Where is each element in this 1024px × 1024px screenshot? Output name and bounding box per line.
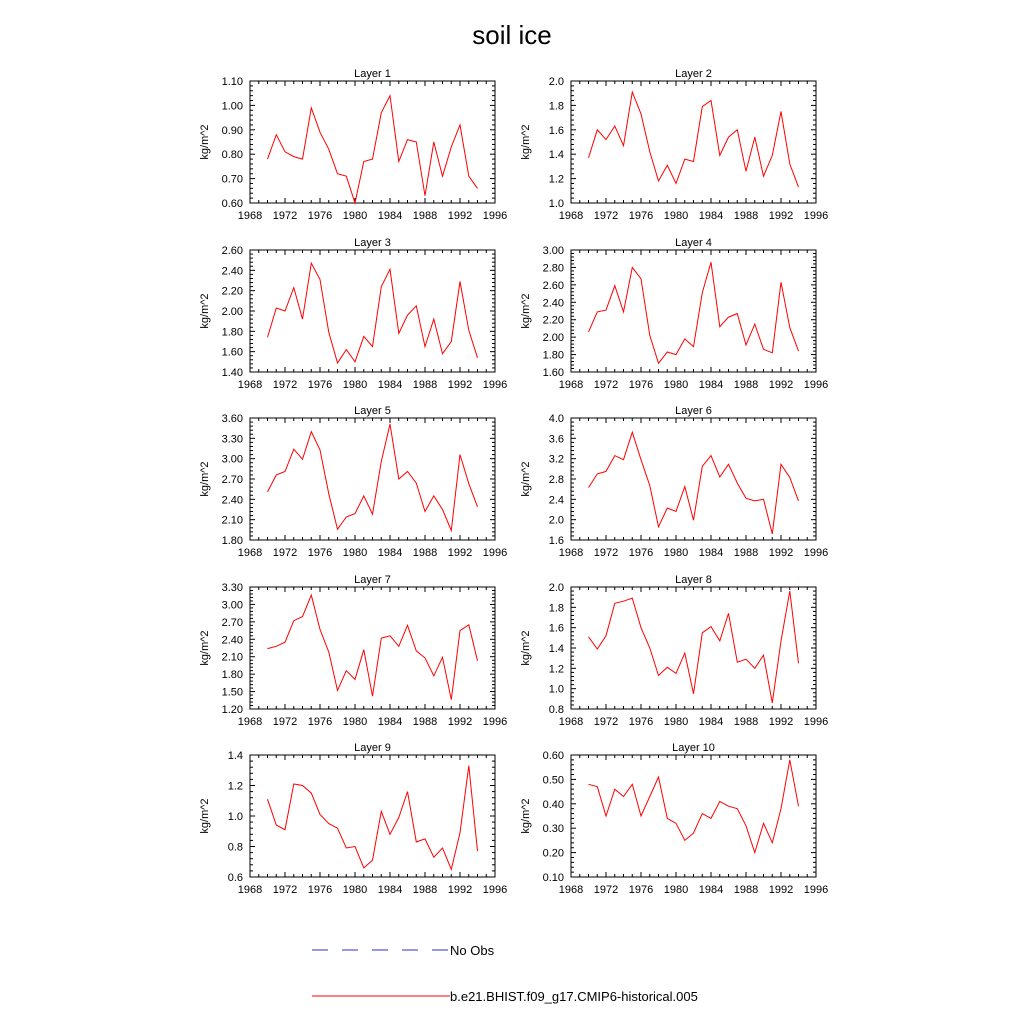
y-tick-label: 0.60 [221,198,243,210]
y-tick-label: 1.40 [221,367,243,379]
x-tick-label: 1972 [593,884,619,896]
series-line [268,424,478,530]
y-tick-label: 2.60 [542,279,564,292]
x-tick-label: 1976 [307,716,333,728]
x-tick-label: 1988 [733,379,759,391]
x-tick-label: 1992 [768,547,794,559]
x-tick-label: 1992 [447,884,473,896]
y-tick-label: 1.60 [221,346,243,359]
x-tick-label: 1968 [237,716,263,728]
x-tick-label: 1976 [628,884,654,896]
legend [312,943,698,1004]
y-tick-label: 0.60 [542,750,564,762]
y-tick-label: 3.00 [542,245,564,257]
panel-title: Layer 5 [354,405,391,417]
y-axis-label: kg/m^2 [199,124,211,160]
x-tick-label: 1996 [803,716,829,728]
panel-layer-8 [520,574,828,728]
x-tick-label: 1972 [593,716,619,728]
x-tick-label: 1968 [558,547,584,559]
x-tick-label: 1976 [307,210,333,222]
y-tick-label: 2.80 [542,262,564,275]
x-tick-label: 1972 [593,379,619,391]
x-tick-label: 1984 [377,716,403,728]
y-tick-label: 2.00 [542,332,564,345]
panel-title: Layer 8 [675,574,712,586]
x-tick-label: 1992 [768,210,794,222]
y-tick-label: 2.40 [542,297,564,310]
x-tick-label: 1972 [272,716,298,728]
x-tick-label: 1992 [447,716,473,728]
x-tick-label: 1972 [272,884,298,896]
x-tick-label: 1996 [482,716,508,728]
x-tick-label: 1980 [342,716,368,728]
x-tick-label: 1988 [733,547,759,559]
figure-title: soil ice [472,20,552,50]
x-tick-label: 1988 [412,379,438,391]
y-tick-label: 0.20 [542,847,564,860]
y-tick-label: 1.80 [542,349,564,362]
x-tick-label: 1972 [272,547,298,559]
panel-title: Layer 10 [672,742,715,754]
x-tick-label: 1980 [342,210,368,222]
panel-title: Layer 6 [675,405,712,417]
x-tick-label: 1984 [698,210,724,222]
y-tick-label: 0.40 [542,798,564,811]
y-tick-label: 0.8 [227,841,243,854]
y-tick-label: 2.4 [548,494,564,507]
y-tick-label: 0.6 [227,872,243,884]
y-axis-label: kg/m^2 [199,293,211,329]
y-tick-label: 2.70 [221,616,243,629]
x-tick-label: 1996 [482,210,508,222]
x-tick-label: 1968 [237,547,263,559]
x-tick-label: 1968 [237,210,263,222]
y-tick-label: 1.4 [227,750,243,762]
y-axis-label: kg/m^2 [520,630,532,666]
panel-title: Layer 4 [675,237,712,249]
y-tick-label: 2.70 [221,474,243,486]
panel-title: Layer 3 [354,237,391,249]
x-tick-label: 1972 [593,210,619,222]
y-tick-label: 2.10 [221,651,243,664]
panel-title: Layer 1 [354,68,391,80]
y-axis-label: kg/m^2 [199,630,211,666]
x-tick-label: 1968 [558,716,584,728]
y-tick-label: 3.60 [221,413,243,425]
y-tick-label: 0.10 [542,872,564,884]
panel-layer-4 [520,237,828,391]
legend-label-model: b.e21.BHIST.f09_g17.CMIP6-historical.005 [450,989,698,1004]
x-tick-label: 1976 [307,884,333,896]
y-tick-label: 0.80 [221,149,243,162]
y-tick-label: 1.2 [548,173,564,186]
x-tick-label: 1980 [342,379,368,391]
y-tick-label: 4.0 [548,413,564,425]
y-tick-label: 1.4 [548,643,564,655]
panels-group [199,68,828,896]
x-tick-label: 1976 [307,547,333,559]
x-tick-label: 1988 [412,210,438,222]
panel-title: Layer 7 [354,574,391,586]
x-tick-label: 1984 [698,379,724,391]
x-tick-label: 1968 [558,884,584,896]
x-tick-label: 1988 [412,884,438,896]
y-tick-label: 1.2 [227,780,243,793]
y-tick-label: 1.80 [221,326,243,339]
x-tick-label: 1980 [342,547,368,559]
y-tick-label: 1.8 [548,602,564,615]
y-tick-label: 2.40 [221,634,243,647]
x-tick-label: 1980 [663,210,689,222]
y-tick-label: 0.90 [221,124,243,137]
y-tick-label: 1.8 [548,100,564,113]
x-tick-label: 1984 [698,884,724,896]
x-tick-label: 1992 [768,379,794,391]
x-tick-label: 1976 [307,379,333,391]
x-tick-label: 1976 [628,379,654,391]
x-tick-label: 1972 [272,210,298,222]
series-line [268,766,478,870]
x-tick-label: 1980 [663,379,689,391]
x-tick-label: 1976 [628,547,654,559]
series-line [589,760,799,853]
x-tick-label: 1972 [272,379,298,391]
y-tick-label: 0.50 [542,774,564,787]
series-line [268,263,478,363]
series-line [268,595,478,700]
y-tick-label: 2.00 [221,306,243,318]
x-tick-label: 1984 [377,547,403,559]
plot-frame [571,81,816,203]
y-tick-label: 0.8 [548,704,564,716]
x-tick-label: 1980 [663,884,689,896]
panel-layer-2 [520,68,828,222]
x-tick-label: 1972 [593,547,619,559]
y-tick-label: 2.0 [548,76,564,88]
y-tick-label: 1.80 [221,669,243,682]
x-tick-label: 1984 [698,547,724,559]
y-tick-label: 3.00 [221,453,243,466]
panel-title: Layer 2 [675,68,712,80]
legend-label-no-obs: No Obs [450,943,495,958]
plot-frame [571,250,816,372]
x-tick-label: 1992 [768,884,794,896]
y-tick-label: 1.00 [221,100,243,113]
x-tick-label: 1976 [628,210,654,222]
x-tick-label: 1996 [803,884,829,896]
x-tick-label: 1996 [803,210,829,222]
y-tick-label: 1.10 [221,76,243,88]
x-tick-label: 1984 [377,210,403,222]
y-tick-label: 1.20 [221,704,243,716]
y-tick-label: 1.0 [548,198,564,210]
x-tick-label: 1988 [733,884,759,896]
x-tick-label: 1984 [698,716,724,728]
y-tick-label: 1.6 [548,622,564,635]
panel-layer-7 [199,574,507,728]
x-tick-label: 1988 [412,716,438,728]
series-line [589,92,799,187]
panel-title: Layer 9 [354,742,391,754]
y-tick-label: 2.10 [221,514,243,527]
series-line [589,432,799,534]
x-tick-label: 1996 [482,884,508,896]
y-tick-label: 2.20 [221,285,243,298]
x-tick-label: 1976 [628,716,654,728]
y-tick-label: 3.6 [548,433,564,446]
y-tick-label: 0.70 [221,173,243,186]
y-tick-label: 1.80 [221,535,243,547]
y-tick-label: 2.40 [221,494,243,507]
series-line [268,96,478,203]
series-line [589,591,799,703]
y-tick-label: 1.0 [227,811,243,823]
x-tick-label: 1968 [237,379,263,391]
x-tick-label: 1992 [768,716,794,728]
x-tick-label: 1980 [342,884,368,896]
x-tick-label: 1996 [803,547,829,559]
y-axis-label: kg/m^2 [520,124,532,160]
y-tick-label: 1.50 [221,686,243,699]
x-tick-label: 1996 [803,379,829,391]
plot-frame [250,418,495,540]
x-tick-label: 1980 [663,547,689,559]
y-axis-label: kg/m^2 [199,461,211,497]
x-tick-label: 1996 [482,379,508,391]
y-axis-label: kg/m^2 [520,461,532,497]
y-tick-label: 1.2 [548,663,564,676]
panel-layer-10 [520,742,828,896]
series-line [589,262,799,363]
y-tick-label: 2.0 [548,514,564,527]
x-tick-label: 1992 [447,547,473,559]
panel-layer-6 [520,405,828,559]
y-tick-label: 1.6 [548,535,564,547]
y-tick-label: 3.30 [221,433,243,446]
y-tick-label: 0.30 [542,823,564,836]
x-tick-label: 1988 [412,547,438,559]
panel-layer-1 [199,68,507,222]
y-tick-label: 2.60 [221,245,243,257]
y-tick-label: 2.20 [542,314,564,327]
x-tick-label: 1984 [377,884,403,896]
y-tick-label: 3.00 [221,599,243,612]
plot-frame [250,250,495,372]
y-tick-label: 3.2 [548,453,564,466]
y-tick-label: 1.4 [548,149,564,162]
x-tick-label: 1968 [237,884,263,896]
y-axis-label: kg/m^2 [199,798,211,834]
y-tick-label: 1.60 [542,367,564,379]
y-tick-label: 1.0 [548,683,564,696]
x-tick-label: 1980 [663,716,689,728]
x-tick-label: 1988 [733,210,759,222]
x-tick-label: 1968 [558,379,584,391]
y-tick-label: 3.30 [221,582,243,594]
y-tick-label: 1.6 [548,124,564,137]
x-tick-label: 1984 [377,379,403,391]
panel-layer-3 [199,237,507,391]
panel-layer-9 [199,742,507,896]
x-tick-label: 1996 [482,547,508,559]
panel-layer-5 [199,405,507,559]
y-tick-label: 2.8 [548,474,564,486]
x-tick-label: 1992 [447,379,473,391]
x-tick-label: 1992 [447,210,473,222]
y-tick-label: 2.40 [221,265,243,278]
y-axis-label: kg/m^2 [520,293,532,329]
y-tick-label: 2.0 [548,582,564,594]
x-tick-label: 1988 [733,716,759,728]
plot-frame [250,81,495,203]
y-axis-label: kg/m^2 [520,798,532,834]
x-tick-label: 1968 [558,210,584,222]
